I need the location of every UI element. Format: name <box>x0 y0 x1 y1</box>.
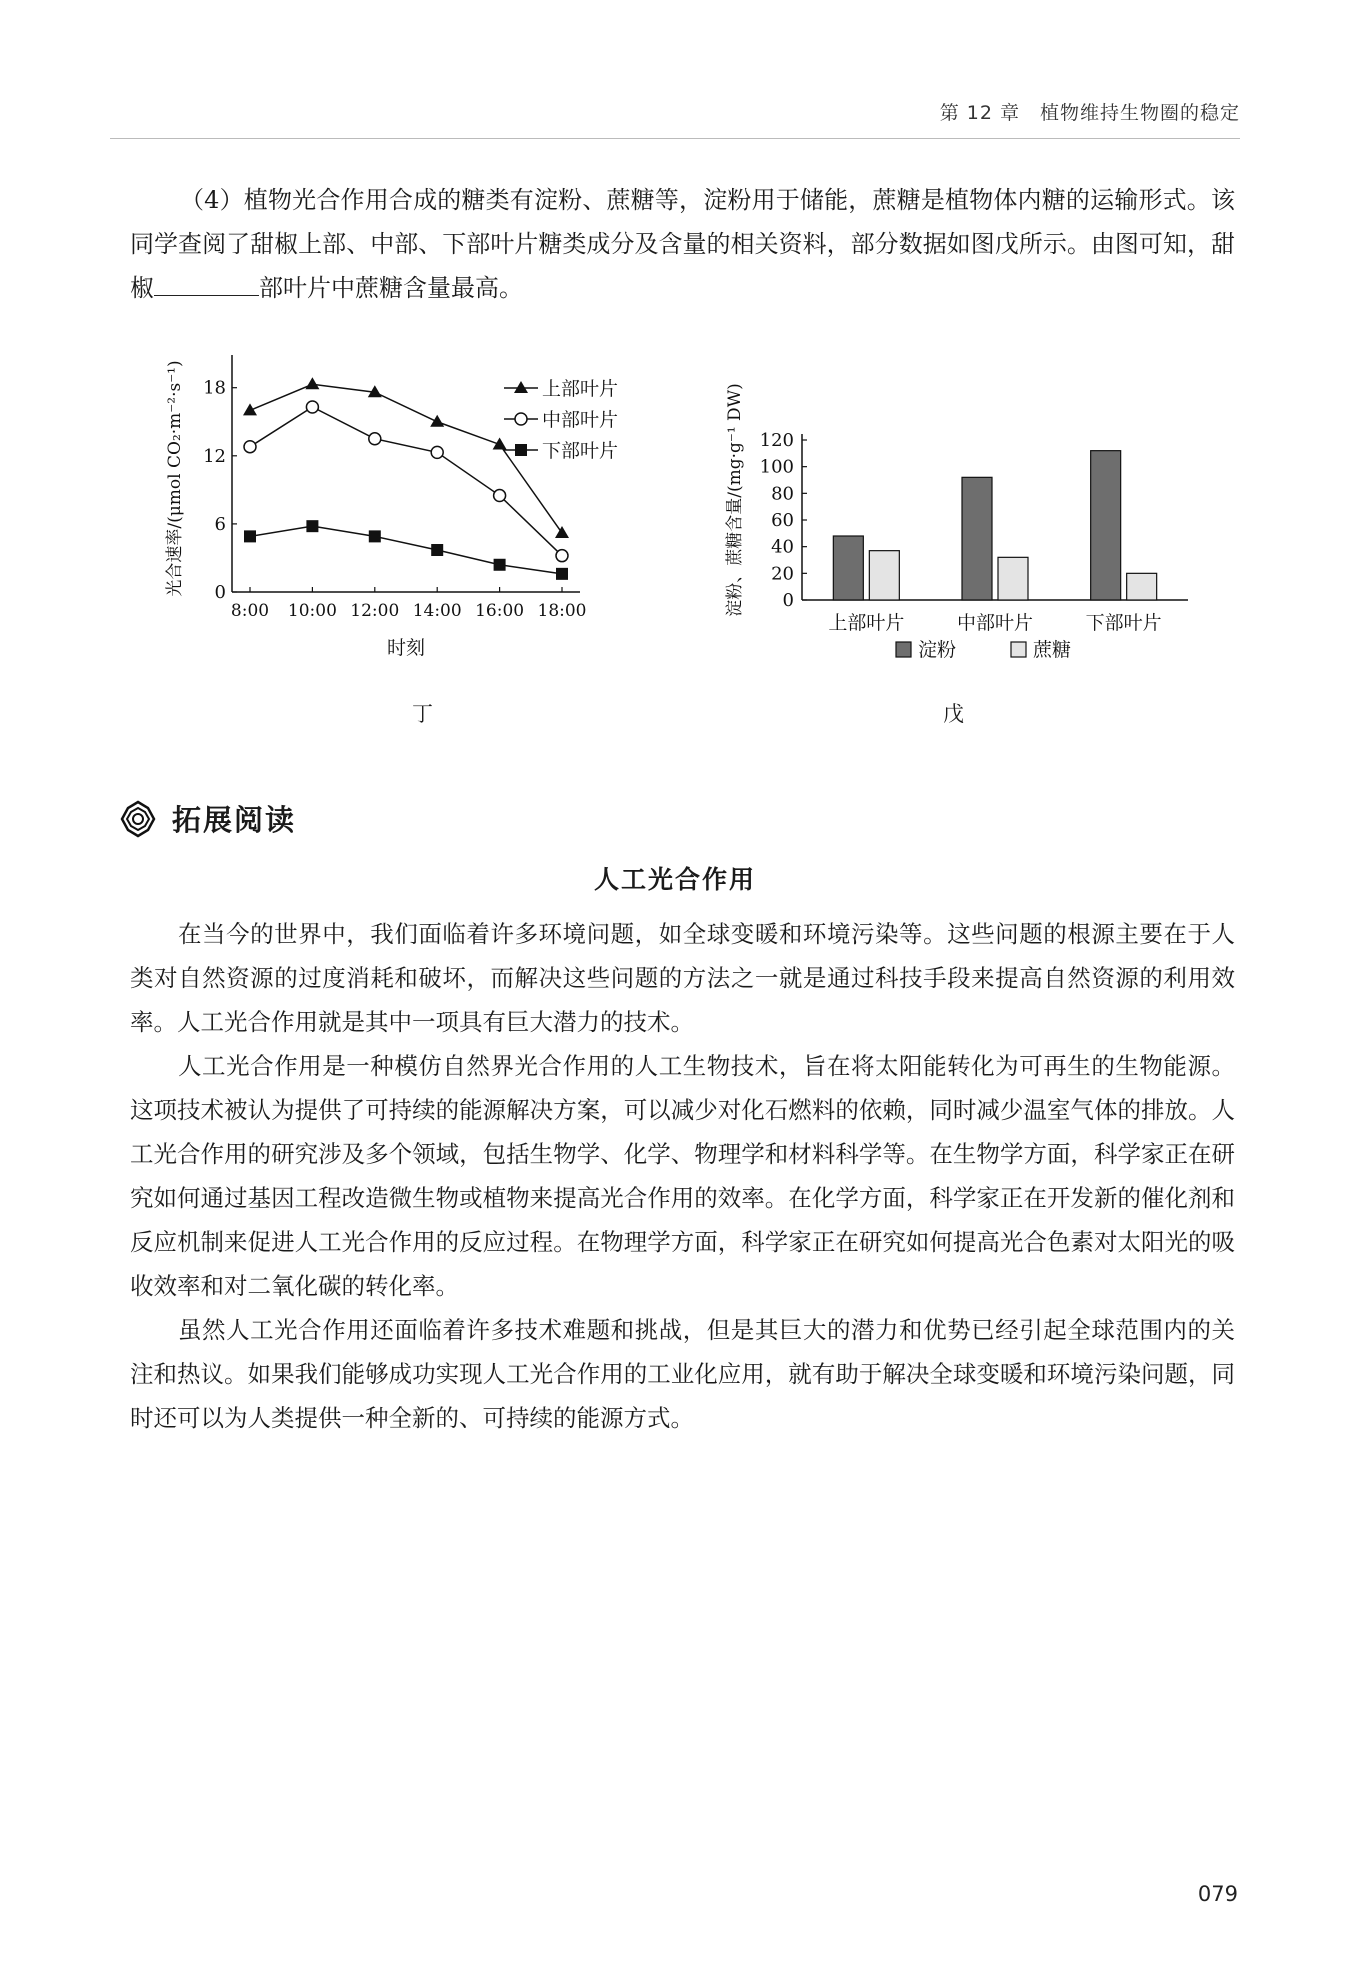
figure-wu <box>718 340 1198 684</box>
data-point <box>369 530 381 542</box>
series-line <box>250 526 562 574</box>
line-chart <box>160 340 630 659</box>
question-text-end: 部叶片中蔗糖含量最高。 <box>259 274 523 302</box>
header-divider <box>110 138 1240 139</box>
x-tick-label: 10:00 <box>287 601 337 621</box>
bar <box>869 551 899 600</box>
y-axis-label: 淀粉、蔗糖含量/(mg·g⁻¹ DW) <box>725 383 745 617</box>
page-number: 079 <box>1197 1882 1238 1906</box>
x-axis-label: 时刻 <box>386 637 426 659</box>
legend-label: 中部叶片 <box>542 409 619 431</box>
y-tick-label: 12 <box>203 445 226 467</box>
legend-label: 上部叶片 <box>542 378 619 400</box>
x-tick-label: 16:00 <box>475 601 525 621</box>
figure-ding-caption: 丁 <box>412 702 433 726</box>
question-text: （4）植物光合作用合成的糖类有淀粉、蔗糖等，淀粉用于储能，蔗糖是植物体内糖的运输形式。该同学查阅了甜椒上部、中部、下部叶片糖类成分及含量的相关资料，部分数据如图戊所示。由图可知，甜椒 <box>130 186 1235 302</box>
x-tick-label: 中部叶片 <box>956 612 1034 634</box>
legend-label: 淀粉 <box>918 639 957 661</box>
article-body <box>130 912 1235 1440</box>
data-point <box>243 403 257 415</box>
y-axis-label: 光合速率/(μmol CO₂·m⁻²·s⁻¹) <box>165 360 185 597</box>
article-paragraph: 在当今的世界中，我们面临着许多环境问题，如全球变暖和环境污染等。这些问题的根源主要在于人类对自然资源的过度消耗和破坏，而解决这些问题的方法之一就是通过科技手段来提高自然资源的利用效率。人工光合作用就是其中一项具有巨大潜力的技术。 <box>130 920 1235 1036</box>
legend-swatch <box>896 642 911 657</box>
legend-marker <box>514 381 528 393</box>
data-point <box>306 401 318 413</box>
legend-swatch <box>1011 642 1026 657</box>
y-tick-label: 6 <box>214 513 226 535</box>
y-tick-label: 0 <box>214 582 226 603</box>
chapter-header: 第 12 章 植物维持生物圈的稳定 <box>939 102 1240 124</box>
article-paragraph: 人工光合作用是一种模仿自然界光合作用的人工生物技术，旨在将太阳能转化为可再生的生物能源。这项技术被认为提供了可持续的能源解决方案，可以减少对化石燃料的依赖，同时减少温室气体的排放。人工光合作用的研究涉及多个领域，包括生物学、化学、物理学和材料科学等。在生物学方面，科学家正在研究如何通过基因工程改造微生物或植物来提高光合作用的效率。在化学方面，科学家正在开发新的催化剂和反应机制来促进人工光合作用的反应过程。在物理学方面，科学家正在研究如何提高光合色素对太阳光的吸收效率和对二氧化碳的转化率。 <box>130 1052 1235 1300</box>
y-tick-label: 0 <box>782 590 794 611</box>
bar <box>962 477 992 600</box>
data-point <box>556 568 568 580</box>
data-point <box>431 446 443 458</box>
section-header <box>118 798 296 839</box>
data-point <box>369 433 381 445</box>
data-point <box>305 377 319 389</box>
legend-label: 下部叶片 <box>542 440 619 462</box>
figure-wu-caption: 戊 <box>943 702 964 726</box>
y-tick-label: 20 <box>771 563 794 585</box>
bar <box>1091 451 1121 600</box>
bar <box>998 557 1028 600</box>
legend-marker <box>515 444 527 456</box>
data-point <box>244 441 256 453</box>
y-tick-label: 18 <box>203 377 226 399</box>
data-point <box>431 544 443 556</box>
section-title: 拓展阅读 <box>172 803 297 837</box>
y-tick-label: 100 <box>759 456 794 478</box>
data-point <box>244 530 256 542</box>
x-tick-label: 18:00 <box>537 601 587 621</box>
y-tick-label: 80 <box>771 483 794 505</box>
bar <box>1127 573 1157 600</box>
flower-icon <box>118 799 158 839</box>
legend-marker <box>515 413 527 425</box>
article-paragraph: 虽然人工光合作用还面临着许多技术难题和挑战，但是其巨大的潜力和优势已经引起全球范围内的关注和热议。如果我们能够成功实现人工光合作用的工业化应用，就有助于解决全球变暖和环境污染问题，同时还可以为人类提供一种全新的、可持续的能源方式。 <box>130 1316 1235 1432</box>
legend-label: 蔗糖 <box>1033 639 1072 661</box>
answer-blank[interactable] <box>154 273 259 296</box>
x-tick-label: 上部叶片 <box>828 612 905 634</box>
data-point <box>306 520 318 532</box>
question-block <box>130 178 1235 310</box>
x-tick-label: 12:00 <box>350 601 400 621</box>
data-point <box>494 559 506 571</box>
bar-chart <box>718 340 1198 680</box>
x-tick-label: 下部叶片 <box>1085 612 1162 634</box>
y-tick-label: 120 <box>759 430 794 451</box>
series-line <box>250 407 562 556</box>
data-point <box>430 415 444 427</box>
figure-ding <box>160 340 630 659</box>
bar <box>833 536 863 600</box>
y-tick-label: 40 <box>771 536 794 558</box>
article-title: 人工光合作用 <box>593 865 756 894</box>
data-point <box>555 526 569 538</box>
x-tick-label: 8:00 <box>230 601 270 621</box>
y-tick-label: 60 <box>771 510 794 531</box>
data-point <box>556 550 568 562</box>
x-tick-label: 14:00 <box>412 601 462 621</box>
data-point <box>494 490 506 502</box>
